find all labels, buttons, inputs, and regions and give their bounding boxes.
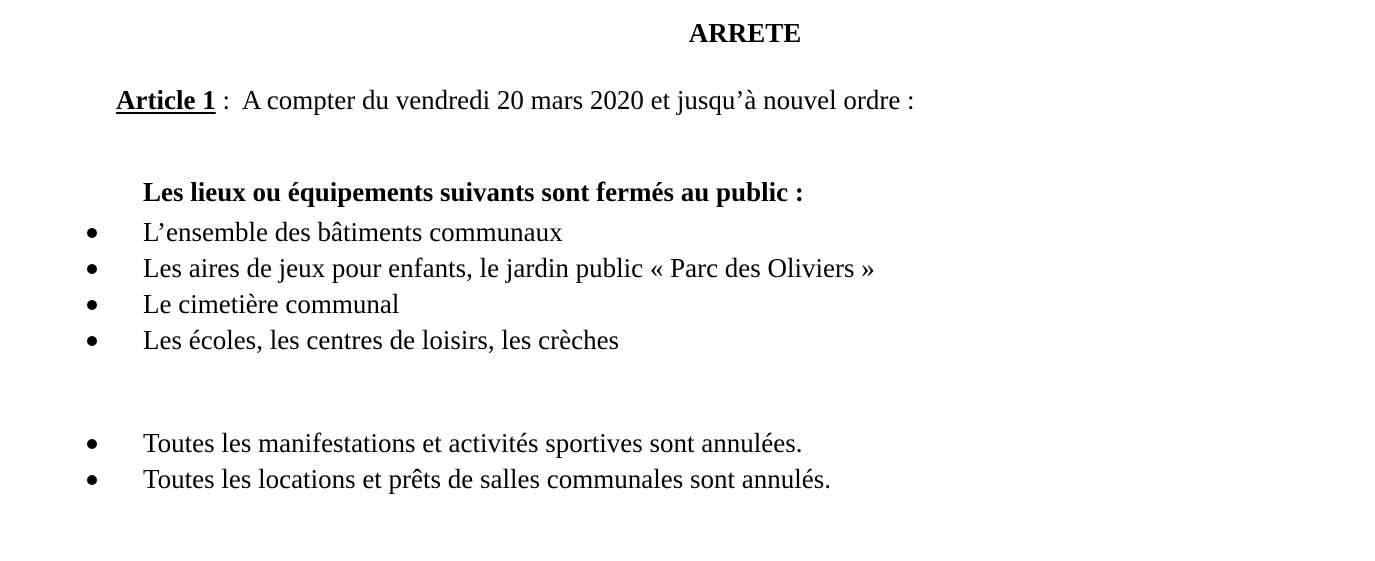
list-item-text: Toutes les locations et prêts de salles communales sont annulés. <box>143 464 831 494</box>
list-item-text: L’ensemble des bâtiments communaux <box>143 217 563 247</box>
bullet-icon <box>87 475 97 485</box>
list-item-text: Les aires de jeux pour enfants, le jardin public « Parc des Oliviers » <box>143 253 875 283</box>
list-item-text: Les écoles, les centres de loisirs, les crèches <box>143 325 620 355</box>
bullet-icon <box>87 439 97 449</box>
bullet-icon <box>87 264 97 274</box>
bullet-icon <box>87 300 97 310</box>
list-item-text: Toutes les manifestations et activités sportives sont annulées. <box>143 428 803 458</box>
list-item-text: Le cimetière communal <box>143 289 400 319</box>
article-text: A compter du vendredi 20 mars 2020 et jusqu’à nouvel ordre : <box>241 85 915 115</box>
closed-places-heading: Les lieux ou équipements suivants sont fermés au public : <box>143 177 804 207</box>
bullet-icon <box>87 228 97 238</box>
document-title: ARRETE <box>688 18 802 48</box>
article-separator: : <box>215 85 242 115</box>
bullet-icon <box>87 336 97 346</box>
article-line <box>116 82 915 118</box>
article-label: Article 1 <box>116 85 216 115</box>
